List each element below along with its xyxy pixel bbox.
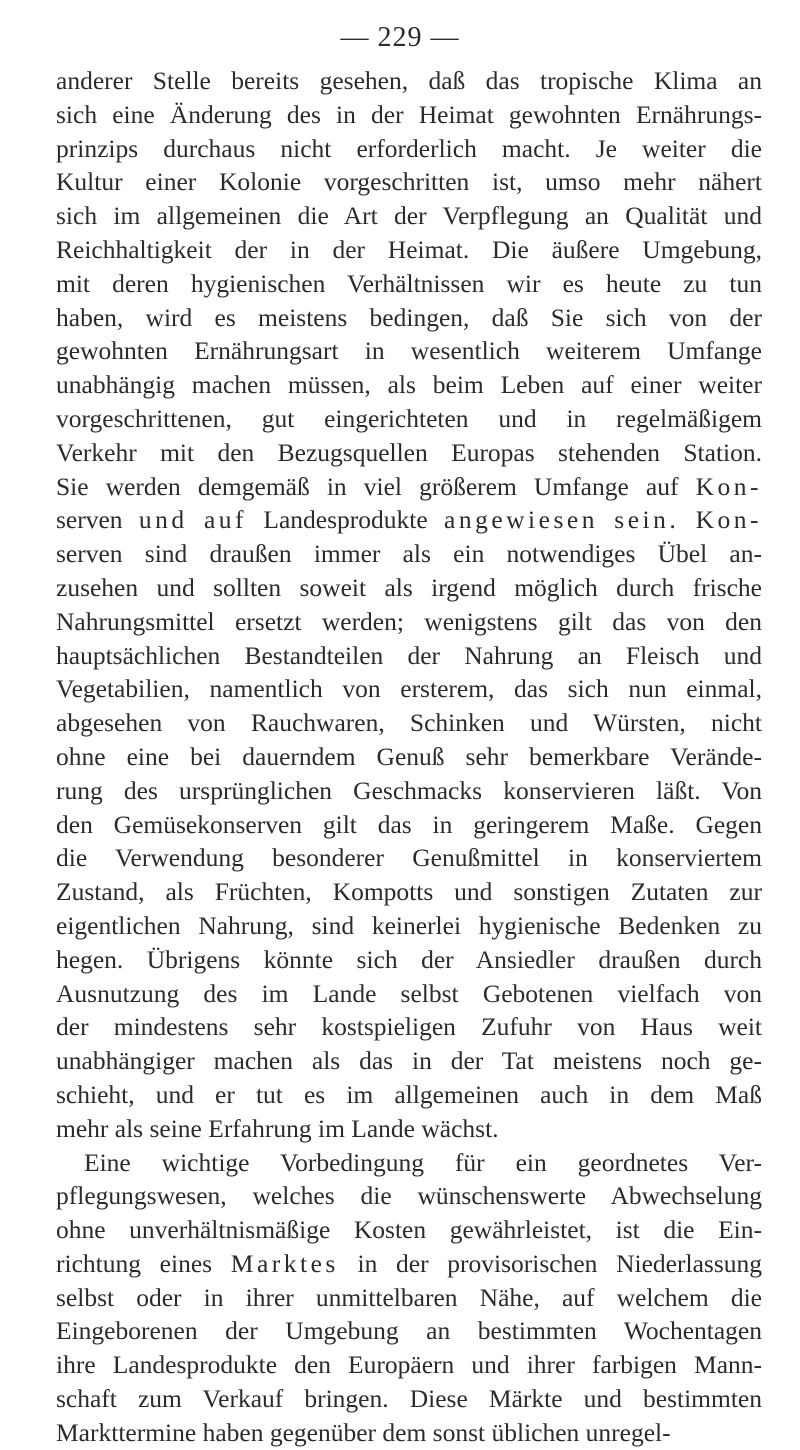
text-line (56, 1416, 762, 1450)
text-line (56, 1281, 762, 1315)
text-line (56, 1078, 762, 1112)
text-segment: schaft zum Verkauf bringen. Diese Märkte und bestimmten (56, 1384, 762, 1414)
text-line (56, 977, 762, 1011)
emphasized-text: Kon- (695, 471, 762, 501)
text-segment: selbst oder in ihrer unmittelbaren Nähe, auf welchem die (56, 1282, 762, 1312)
text-line (56, 706, 762, 740)
text-line (56, 774, 762, 808)
text-line (56, 98, 762, 132)
text-segment: sich eine Änderung des in der Heimat gewohnten Ernährungs- (56, 99, 762, 129)
text-segment: Verkehr mit den Bezugsquellen Europas stehenden Station. (56, 437, 762, 467)
text-line (56, 1314, 762, 1348)
text-segment: Eine wichtige Vorbedingung für ein geordnetes Ver- (84, 1147, 762, 1177)
text-line (56, 199, 762, 233)
text-line (56, 943, 762, 977)
text-line (56, 808, 762, 842)
text-line (56, 1044, 762, 1078)
text-line (56, 1179, 762, 1213)
text-line (56, 605, 762, 639)
text-line (56, 267, 762, 301)
text-segment: unabhängiger machen als das in der Tat meistens noch ge- (56, 1046, 762, 1076)
text-segment: vorgeschrittenen, gut eingerichteten und in regelmäßigem (56, 403, 762, 433)
text-line (56, 233, 762, 267)
text-line (56, 368, 762, 402)
text-segment: ohne unverhältnismäßige Kosten gewährleistet, ist die Ein- (56, 1215, 762, 1245)
text-line (56, 1213, 762, 1247)
text-segment: sich im allgemeinen die Art der Verpflegung an Qualität und (56, 201, 762, 231)
text-line (56, 132, 762, 166)
text-line (56, 740, 762, 774)
text-segment: Vegetabilien, namentlich von ersterem, das sich nun einmal, (56, 674, 762, 704)
body-text (56, 64, 762, 1450)
text-segment: hegen. Übrigens könnte sich der Ansiedler draußen durch (56, 944, 762, 974)
text-line (56, 334, 762, 368)
text-segment: Markttermine haben gegenüber dem sonst üblichen unregel- (56, 1417, 671, 1447)
text-segment: anderer Stelle bereits gesehen, daß das tropische Klima an (56, 66, 762, 95)
text-line (56, 1146, 762, 1180)
text-segment: gewohnten Ernährungsart in wesentlich weiterem Umfange (56, 336, 762, 366)
text-line (56, 402, 762, 436)
text-segment: unabhängig machen müssen, als beim Leben auf einer weiter (56, 370, 762, 400)
text-segment: die Verwendung besonderer Genußmittel in konserviertem (56, 843, 762, 873)
text-segment: ihre Landesprodukte den Europäern und ihrer farbigen Mann- (56, 1350, 762, 1380)
text-segment: mehr als seine Erfahrung im Lande wächst. (56, 1113, 499, 1143)
text-segment: Sie werden demgemäß in viel größerem Umfange auf (56, 471, 696, 501)
text-segment: der mindestens sehr kostspieligen Zufuhr von Haus weit (56, 1012, 762, 1042)
text-segment: mit deren hygienischen Verhältnissen wir es heute zu tun (56, 268, 762, 298)
text-segment: Ausnutzung des im Lande selbst Gebotenen vielfach von (56, 978, 762, 1008)
text-segment: prinzips durchaus nicht erforderlich macht. Je weiter die (56, 133, 762, 163)
text-line (56, 672, 762, 706)
text-line (56, 301, 762, 335)
emphasized-text: angewiesen sein. Kon- (427, 505, 762, 535)
text-segment: Reichhaltigkeit der in der Heimat. Die äußere Umgebung, (56, 234, 762, 264)
text-line (56, 1382, 762, 1416)
page-number: — 229 — (340, 22, 460, 53)
text-segment: ohne eine bei dauerndem Genuß sehr bemerkbare Verände- (56, 741, 762, 771)
text-line (56, 1348, 762, 1382)
text-line (56, 436, 762, 470)
text-line (56, 1112, 762, 1146)
text-line (56, 1247, 762, 1281)
text-segment: serven (56, 505, 123, 535)
text-segment: Nahrungsmittel ersetzt werden; wenigstens gilt das von den (56, 606, 762, 636)
text-segment: Eingeborenen der Umgebung an bestimmten Wochentagen (56, 1316, 762, 1346)
text-segment: in der provisorischen Niederlassung (338, 1248, 762, 1278)
text-segment: richtung eines (56, 1248, 231, 1278)
text-segment: Kultur einer Kolonie vorgeschritten ist, umso mehr nähert (56, 167, 762, 197)
text-segment: Zustand, als Früchten, Kompotts und sonstigen Zutaten zur (56, 877, 762, 907)
text-segment: den Gemüsekonserven gilt das in geringerem Maße. Gegen (56, 809, 762, 839)
text-segment: pflegungswesen, welches die wünschenswerte Abwechselung (56, 1181, 762, 1211)
text-line (56, 875, 762, 909)
text-segment: Landesprodukte (263, 505, 428, 535)
text-segment: haben, wird es meistens bedingen, daß Sie sich von der (56, 302, 762, 332)
text-line (56, 639, 762, 673)
text-segment: rung des ursprünglichen Geschmacks konservieren läßt. Von (56, 775, 762, 805)
text-line (56, 503, 762, 537)
text-line (56, 841, 762, 875)
text-segment: hauptsächlichen Bestandteilen der Nahrung an Fleisch und (56, 640, 762, 670)
text-line (56, 165, 762, 199)
text-line (56, 537, 762, 571)
text-line (56, 571, 762, 605)
text-segment: zusehen und sollten soweit als irgend möglich durch frische (56, 572, 762, 602)
text-segment: eigentlichen Nahrung, sind keinerlei hygienische Bedenken zu (56, 910, 762, 940)
text-line (56, 1010, 762, 1044)
text-line (56, 470, 762, 504)
text-line (56, 909, 762, 943)
text-segment: schieht, und er tut es im allgemeinen auch in dem Maß (56, 1079, 762, 1109)
emphasized-text: und auf (122, 505, 264, 535)
emphasized-text: Marktes (230, 1248, 339, 1278)
text-line (56, 64, 762, 98)
text-segment: abgesehen von Rauchwaren, Schinken und Würsten, nicht (56, 708, 762, 738)
text-segment: serven sind draußen immer als ein notwendiges Übel an- (56, 539, 762, 569)
